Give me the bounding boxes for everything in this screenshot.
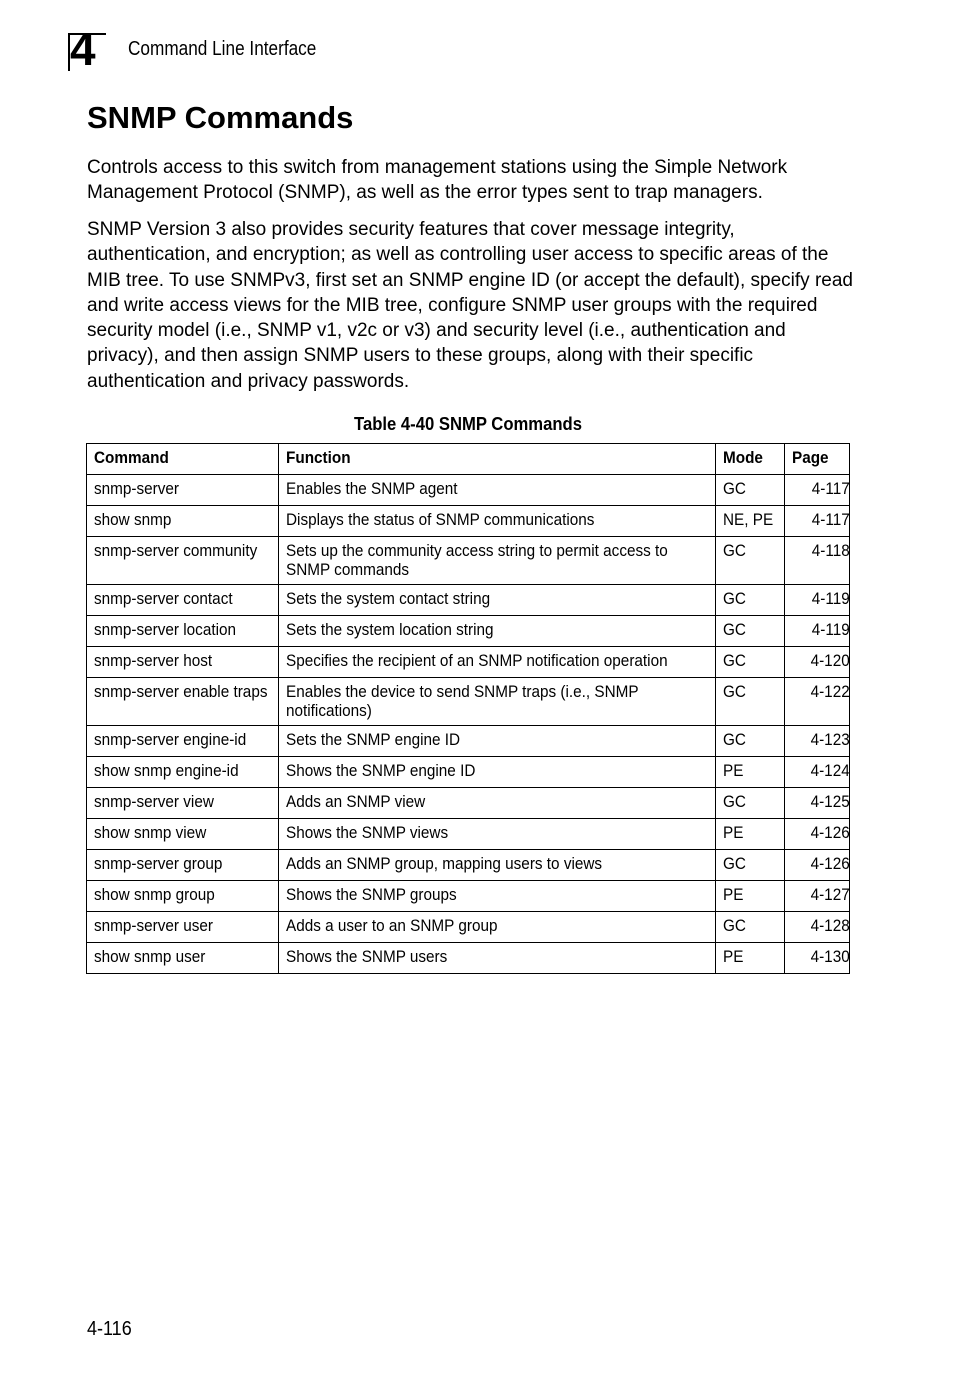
column-header-function: Function	[279, 444, 716, 475]
cell-function: Shows the SNMP groups	[279, 881, 716, 912]
table-row	[87, 616, 850, 647]
cell-mode: GC	[716, 647, 785, 678]
cell-command: show snmp user	[87, 943, 279, 974]
cell-function: Displays the status of SNMP communications	[279, 506, 716, 537]
running-header-title: Command Line Interface	[128, 38, 317, 60]
table-row	[87, 726, 850, 757]
cell-mode: PE	[716, 757, 785, 788]
cell-mode: GC	[716, 726, 785, 757]
cell-function: Enables the device to send SNMP traps (i.e., SNMP notifications)	[279, 678, 716, 726]
cell-page: 4-128	[785, 912, 850, 943]
intro-paragraph: Controls access to this switch from management stations using the Simple Network Management Protocol (SNMP), as well as the error types sent to trap managers.	[87, 157, 788, 204]
table-body	[87, 475, 850, 974]
cell-mode: NE, PE	[716, 506, 785, 537]
cell-page: 4-130	[785, 943, 850, 974]
cell-page: 4-117	[785, 506, 850, 537]
cell-mode: GC	[716, 850, 785, 881]
cell-mode: GC	[716, 678, 785, 726]
cell-command: snmp-server community	[87, 537, 279, 585]
cell-command: snmp-server view	[87, 788, 279, 819]
cell-mode: PE	[716, 819, 785, 850]
table-row	[87, 912, 850, 943]
cell-command: snmp-server	[87, 475, 279, 506]
cell-command: snmp-server enable traps	[87, 678, 279, 726]
cell-page: 4-119	[785, 616, 850, 647]
table-row	[87, 819, 850, 850]
table-row	[87, 943, 850, 974]
table-row	[87, 647, 850, 678]
column-header-mode: Mode	[716, 444, 785, 475]
cell-command: show snmp view	[87, 819, 279, 850]
cell-page: 4-118	[785, 537, 850, 585]
section-title: SNMP Commands	[87, 100, 354, 135]
cell-function: Shows the SNMP users	[279, 943, 716, 974]
cell-page: 4-127	[785, 881, 850, 912]
table-row	[87, 757, 850, 788]
table-row	[87, 678, 850, 726]
cell-command: snmp-server group	[87, 850, 279, 881]
cell-function: Adds an SNMP view	[279, 788, 716, 819]
cell-page: 4-122	[785, 678, 850, 726]
table-row	[87, 788, 850, 819]
cell-mode: GC	[716, 475, 785, 506]
cell-page: 4-123	[785, 726, 850, 757]
cell-page: 4-120	[785, 647, 850, 678]
page-number: 4-116	[87, 1318, 132, 1340]
cell-command: snmp-server engine-id	[87, 726, 279, 757]
cell-mode: GC	[716, 912, 785, 943]
cell-function: Sets the SNMP engine ID	[279, 726, 716, 757]
table-caption: Table 4-40 SNMP Commands	[354, 413, 582, 434]
table-row	[87, 537, 850, 585]
cell-function: Adds a user to an SNMP group	[279, 912, 716, 943]
cell-command: show snmp group	[87, 881, 279, 912]
table-row	[87, 475, 850, 506]
cell-page: 4-124	[785, 757, 850, 788]
cell-function: Adds an SNMP group, mapping users to views	[279, 850, 716, 881]
column-header-page: Page	[785, 444, 850, 475]
cell-command: snmp-server location	[87, 616, 279, 647]
cell-function: Specifies the recipient of an SNMP notification operation	[279, 647, 716, 678]
cell-mode: GC	[716, 788, 785, 819]
snmpv3-paragraph: SNMP Version 3 also provides security features that cover message integrity, authentication, and encryption; as well as controlling user access to specific areas of the MIB tree. To use SNMPv3, first set an SNMP engine ID (or accept the default), specify read and write access views for the MIB tree, configure SNMP user groups with the required security model (i.e., SNMP v1, v2c or v3) and security level (i.e., authentication and privacy), and then assign SNMP users to these groups, along with their specific authentication and privacy passwords.	[87, 219, 853, 392]
table-row	[87, 585, 850, 616]
table-row	[87, 881, 850, 912]
cell-command: show snmp	[87, 506, 279, 537]
cell-page: 4-125	[785, 788, 850, 819]
chapter-number: 4	[70, 23, 95, 75]
cell-command: show snmp engine-id	[87, 757, 279, 788]
cell-command: snmp-server user	[87, 912, 279, 943]
table-row	[87, 506, 850, 537]
cell-page: 4-126	[785, 850, 850, 881]
cell-page: 4-126	[785, 819, 850, 850]
cell-function: Sets up the community access string to permit access to SNMP commands	[279, 537, 716, 585]
cell-function: Shows the SNMP engine ID	[279, 757, 716, 788]
cell-page: 4-117	[785, 475, 850, 506]
cell-command: snmp-server contact	[87, 585, 279, 616]
table-row	[87, 850, 850, 881]
table-header-row	[87, 444, 850, 475]
cell-function: Shows the SNMP views	[279, 819, 716, 850]
cell-mode: GC	[716, 585, 785, 616]
cell-function: Sets the system contact string	[279, 585, 716, 616]
cell-mode: PE	[716, 881, 785, 912]
cell-mode: PE	[716, 943, 785, 974]
cell-mode: GC	[716, 616, 785, 647]
cell-page: 4-119	[785, 585, 850, 616]
cell-command: snmp-server host	[87, 647, 279, 678]
cell-function: Sets the system location string	[279, 616, 716, 647]
cell-mode: GC	[716, 537, 785, 585]
column-header-command: Command	[87, 444, 279, 475]
cell-function: Enables the SNMP agent	[279, 475, 716, 506]
snmp-commands-table	[86, 443, 850, 974]
